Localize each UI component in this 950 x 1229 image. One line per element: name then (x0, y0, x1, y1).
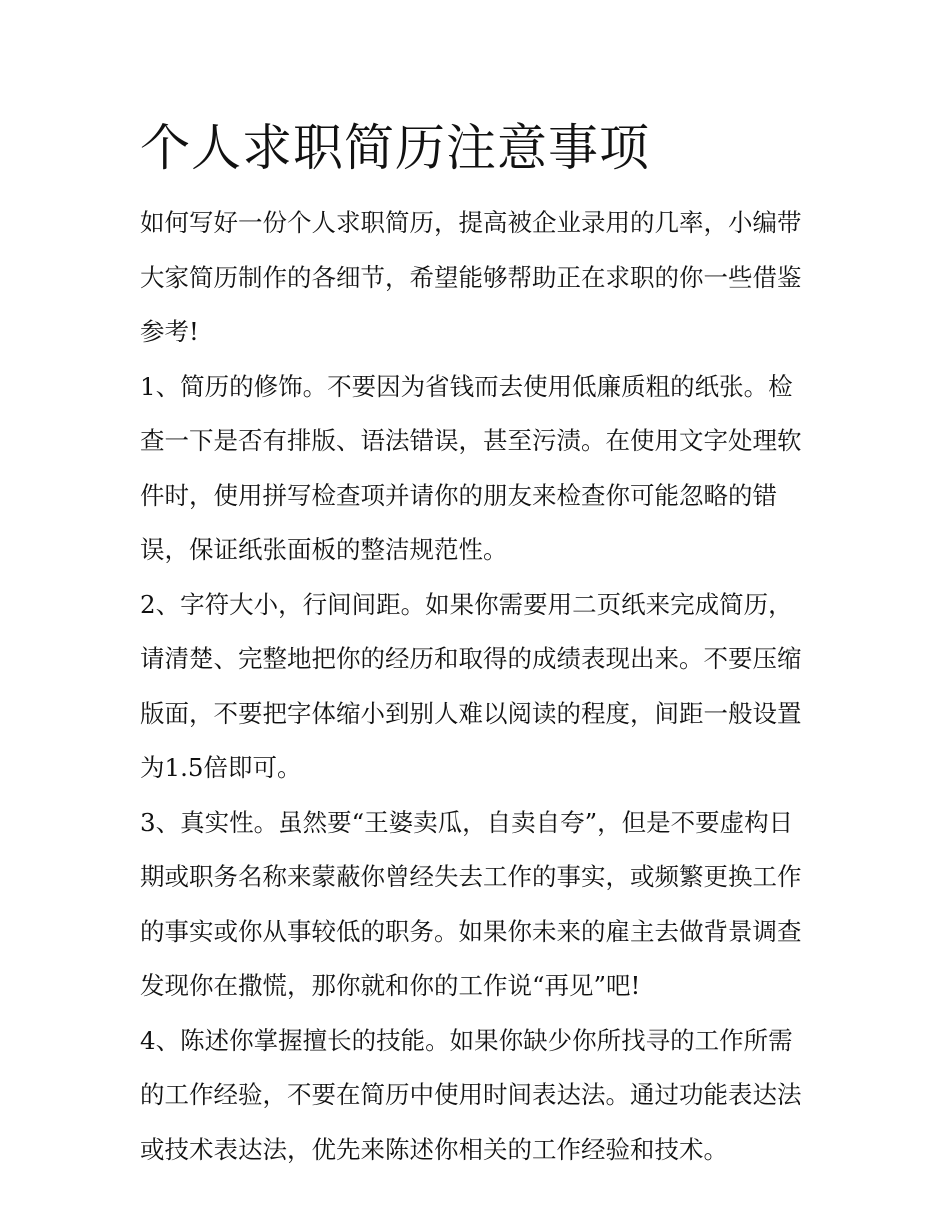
document-body (140, 196, 814, 1177)
point-3-paragraph: 3、真实性。虽然要“王婆卖瓜，自卖自夸”，但是不要虚构日期或职务名称来蒙蔽你曾经失去工作的事实，或频繁更换工作的事实或你从事较低的职务。如果你未来的雇主去做背景调查发现你在撒慌，那你就和你的工作说“再见”吧! (140, 807, 802, 1000)
point-4-paragraph: 4、陈述你掌握擅长的技能。如果你缺少你所找寻的工作所需的工作经验，不要在简历中使用时间表达法。通过功能表达法或技术表达法，优先来陈述你相关的工作经验和技术。 (140, 1025, 802, 1164)
point-2-paragraph: 2、字符大小，行间间距。如果你需要用二页纸来完成简历，请清楚、完整地把你的经历和取得的成绩表现出来。不要压缩版面，不要把字体缩小到别人难以阅读的程度，间距一般设置为1.5倍即可。 (140, 589, 802, 782)
intro-paragraph: 如何写好一份个人求职简历，提高被企业录用的几率，小编带大家简历制作的各细节，希望能够帮助正在求职的你一些借鉴参考! (140, 208, 802, 346)
page-title: 个人求职简历注意事项 (140, 119, 650, 177)
point-1-paragraph: 1、简历的修饰。不要因为省钱而去使用低廉质粗的纸张。检查一下是否有排版、语法错误，甚至污渍。在使用文字处理软件时，使用拼写检查项并请你的朋友来检查你可能忽略的错误，保证纸张面板的整洁规范性。 (140, 371, 802, 564)
